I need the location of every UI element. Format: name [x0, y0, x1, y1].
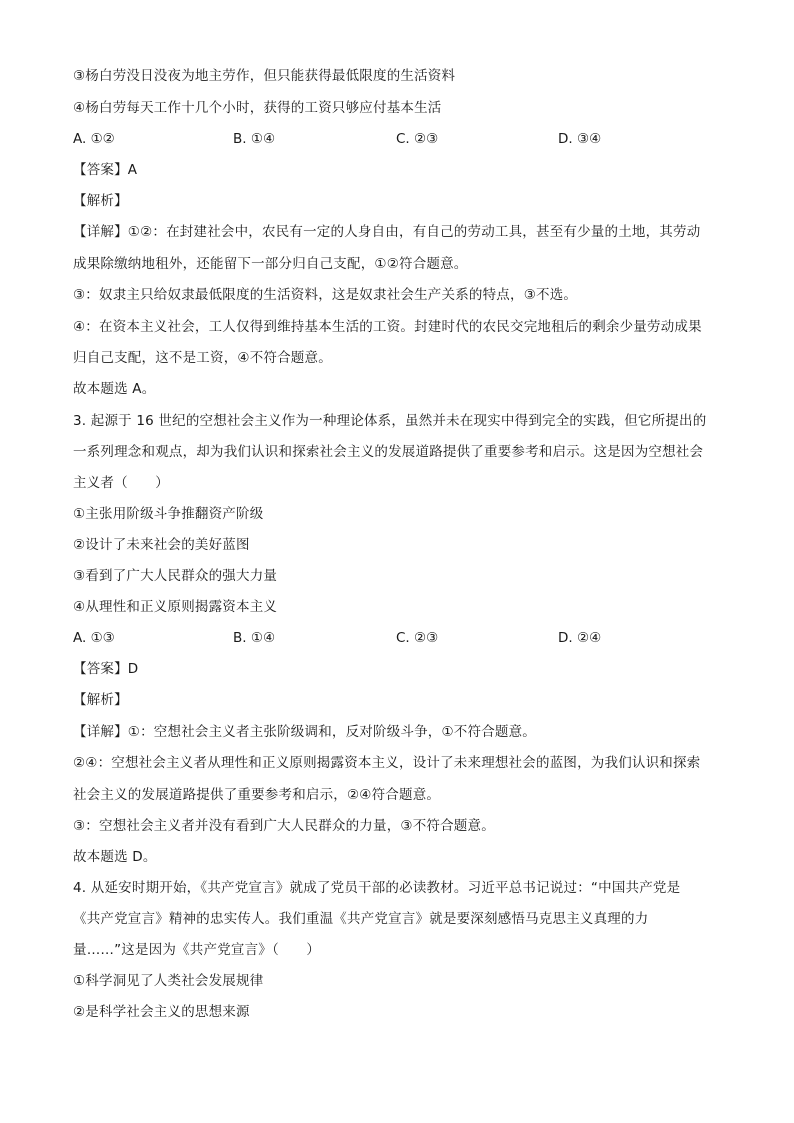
- q2-detail-line: 【详解】①②：在封建社会中，农民有一定的人身自由，有自己的劳动工具，甚至有少量的土地，其劳动: [73, 224, 701, 240]
- q3-option-d: D. ②④: [558, 630, 602, 646]
- q2-detail-line: ③：奴隶主只给奴隶最低限度的生活资料，这是奴隶社会生产关系的特点，③不选。: [73, 287, 578, 303]
- q3-detail-line: 社会主义的发展道路提供了重要参考和启示，②④符合题意。: [73, 787, 441, 803]
- q3-detail-line: ②④：空想社会主义者从理性和正义原则揭露资本主义，设计了未来理想社会的蓝图，为我们认识和探索: [73, 755, 701, 771]
- q3-conclusion: 故本题选 D。: [73, 849, 157, 865]
- q4-stem-line: 量……”这是因为《共产党宣言》（ ）: [73, 942, 321, 958]
- q3-item-3: ③看到了广大人民群众的强大力量: [73, 568, 278, 584]
- q2-option-b: B. ①④: [233, 131, 276, 147]
- q2-answer: 【答案】A: [73, 162, 138, 178]
- q2-option-a: A. ①②: [73, 131, 115, 147]
- q3-answer: 【答案】D: [73, 661, 139, 677]
- q3-stem-line: 一系列理念和观点，却为我们认识和探索社会主义的发展道路提供了重要参考和启示。这是因为空想社会: [73, 444, 704, 460]
- q3-item-2: ②设计了未来社会的美好蓝图: [73, 537, 250, 553]
- q2-analysis-label: 【解析】: [73, 193, 128, 209]
- q3-item-4: ④从理性和正义原则揭露资本主义: [73, 599, 278, 615]
- q2-detail-line: 成果除缴纳地租外，还能留下一部分归自己支配，①②符合题意。: [73, 256, 468, 272]
- q3-stem-line: 3. 起源于 16 世纪的空想社会主义作为一种理论体系，虽然并未在现实中得到完全的实践，但它所提出的: [73, 413, 707, 429]
- q3-stem-line: 主义者（ ）: [73, 475, 169, 491]
- q3-analysis-label: 【解析】: [73, 692, 128, 708]
- q3-item-1: ①主张用阶级斗争推翻资产阶级: [73, 506, 264, 522]
- q3-option-c: C. ②③: [396, 630, 439, 646]
- q4-stem-line: 《共产党宣言》精神的忠实传人。我们重温《共产党宣言》就是要深刻感悟马克思主义真理的力: [73, 911, 649, 927]
- q4-stem-line: 4. 从延安时期开始，《共产党宣言》就成了党员干部的必读教材。习近平总书记说过：“中国共产党是: [73, 880, 681, 896]
- q2-item-4: ④杨白劳每天工作十几个小时，获得的工资只够应付基本生活: [73, 100, 442, 116]
- q3-option-b: B. ①④: [233, 630, 276, 646]
- q4-item-2: ②是科学社会主义的思想来源: [73, 1004, 250, 1020]
- q2-option-c: C. ②③: [396, 131, 439, 147]
- q3-detail-line: ③：空想社会主义者并没有看到广大人民群众的力量，③不符合题意。: [73, 818, 495, 834]
- q2-detail-line: ④：在资本主义社会，工人仅得到维持基本生活的工资。封建时代的农民交完地租后的剩余少量劳动成果: [73, 319, 702, 335]
- q2-option-d: D. ③④: [558, 131, 602, 147]
- q3-detail-line: 【详解】①：空想社会主义者主张阶级调和，反对阶级斗争，①不符合题意。: [73, 724, 537, 740]
- q4-item-1: ①科学洞见了人类社会发展规律: [73, 973, 264, 989]
- q2-detail-line: 归自己支配，这不是工资，④不符合题意。: [73, 350, 332, 366]
- q2-conclusion: 故本题选 A。: [73, 381, 156, 397]
- q3-option-a: A. ①③: [73, 630, 115, 646]
- q2-item-3: ③杨白劳没日没夜为地主劳作，但只能获得最低限度的生活资料: [73, 68, 456, 84]
